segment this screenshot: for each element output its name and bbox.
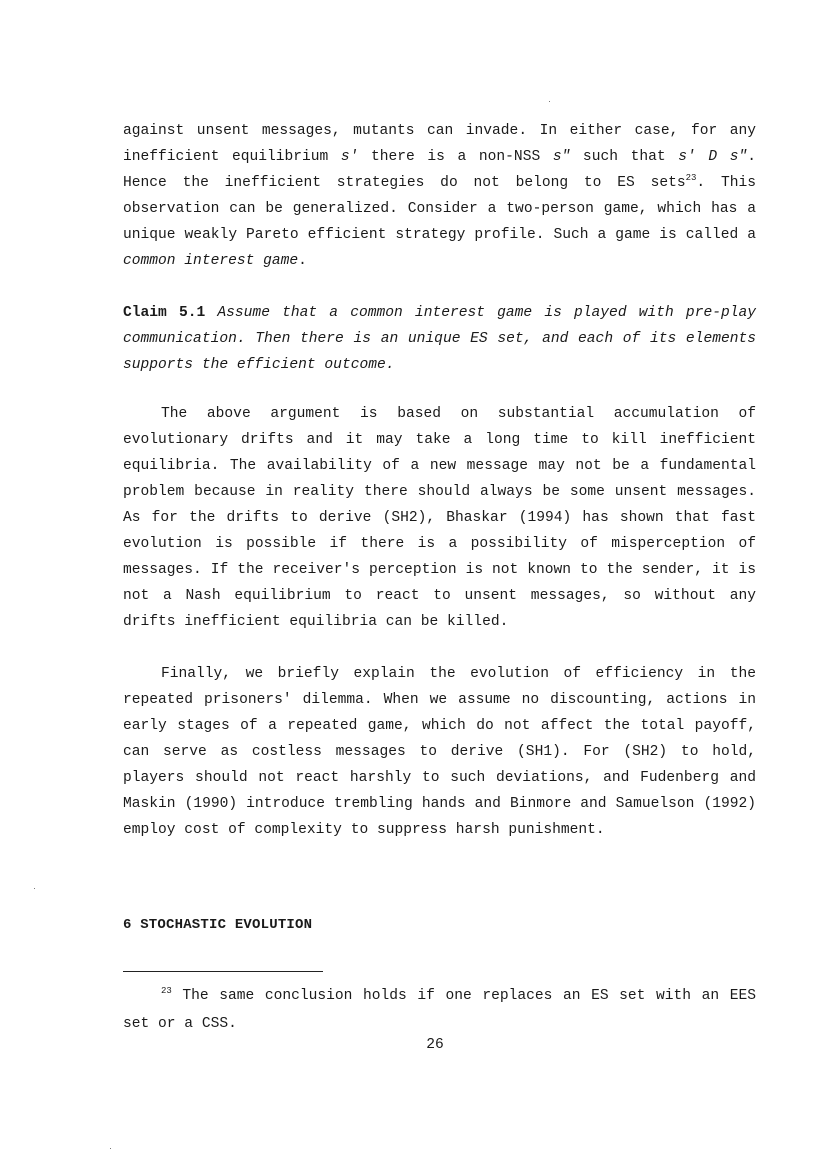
scan-speck <box>110 1148 111 1149</box>
intro-text-1: against unsent messages, mutants can invade. In either case, for any inefficient equilibrium <box>123 123 756 165</box>
claim-label: Claim 5.1 <box>123 305 206 321</box>
footnote-text: The same conclusion holds if one replaces an ES set with an EES set or a CSS. <box>123 988 756 1032</box>
intro-text-3: such that <box>570 149 679 165</box>
final-paragraph <box>123 661 756 843</box>
intro-text-5: . This observation can be generalized. Consider a two-person game, which has a unique weakly Pareto efficient strategy profile. Such a game is called a <box>123 175 757 243</box>
footnote-ref: 23 <box>685 173 697 183</box>
strategy-s-prime: s' <box>340 149 359 165</box>
intro-paragraph <box>123 118 756 274</box>
intro-text-4: . Hence the inefficient strategies do not belong to ES sets <box>123 149 756 191</box>
page-number: 26 <box>426 1037 444 1053</box>
scan-speck <box>34 888 35 889</box>
drift-paragraph <box>123 401 756 635</box>
claim-text: Assume that a common interest game is played with pre-play communication. Then there is an unique ES set, and each of its elements supports the efficient outcome. <box>123 305 756 373</box>
scan-speck <box>549 101 550 102</box>
footnote-number: 23 <box>161 986 172 996</box>
intro-text-6: . <box>298 253 307 269</box>
dominance-relation: s' D s" <box>678 149 748 165</box>
footnote <box>123 982 756 1038</box>
claim-block <box>123 300 756 378</box>
footnote-separator <box>123 971 323 972</box>
final-text: Finally, we briefly explain the evolution of efficiency in the repeated prisoners' dilemma. When we assume no discounting, actions in early stages of a repeated game, which do not affect the total payoff, can serve as costless messages to derive (SH1). For (SH2) to hold, players should not react harshly to such deviations, and Fudenberg and Maskin (1990) introduce trembling hands and Binmore and Samuelson (1992) employ cost of complexity to suppress harsh punishment. <box>123 666 756 838</box>
drift-text: The above argument is based on substantial accumulation of evolutionary drifts and it may take a long time to kill inefficient equilibria. The availability of a new message may not be a fundamental problem because in reality there should always be some unsent messages. As for the drifts to derive (SH2), Bhaskar (1994) has shown that fast evolution is possible if there is a possibility of misperception of messages. If the receiver's perception is not known to the sender, it is not a Nash equilibrium to react to unsent messages, so without any drifts inefficient equilibria can be killed. <box>123 406 756 630</box>
term-common-interest-game: common interest game <box>123 253 299 269</box>
strategy-s-double-prime: s" <box>552 149 571 165</box>
intro-text-2: there is a non-NSS <box>358 149 553 165</box>
section-heading: 6 STOCHASTIC EVOLUTION <box>123 917 313 933</box>
